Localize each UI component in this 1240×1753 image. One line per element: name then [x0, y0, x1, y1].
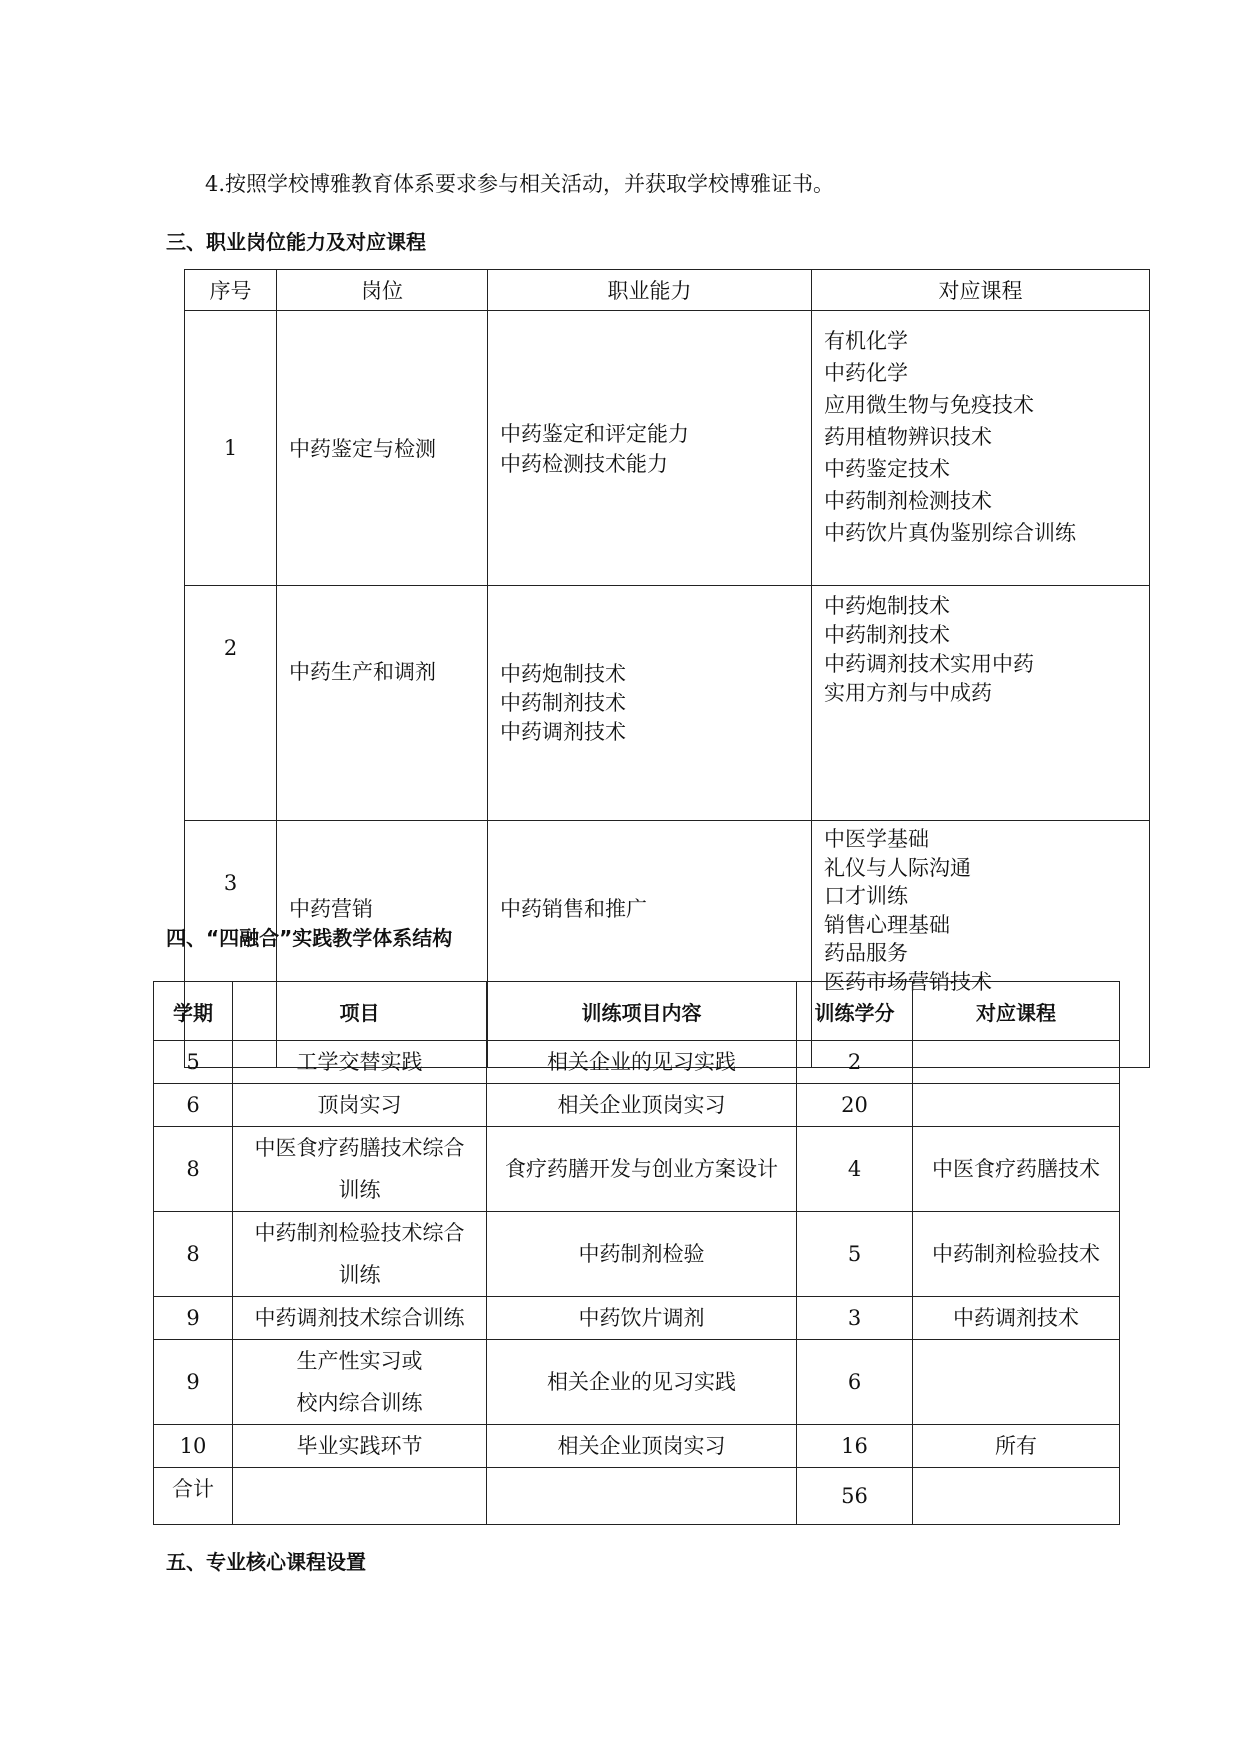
ability-item: 中药制剂技术: [500, 690, 626, 715]
row-abilities: [488, 586, 812, 821]
cell-term: 5: [154, 1041, 233, 1084]
header-no: 序号: [185, 270, 277, 311]
course-item: 礼仪与人际沟通: [824, 855, 971, 880]
total-label: 合计: [154, 1468, 233, 1525]
table-row: [154, 1041, 1120, 1084]
header-ability: 职业能力: [488, 270, 812, 311]
header-position: 岗位: [277, 270, 488, 311]
practice-teaching-table: [153, 981, 1120, 1525]
cell-course: [913, 1041, 1120, 1084]
cell-project: [233, 1127, 487, 1212]
cell-credits: 4: [797, 1127, 913, 1212]
cell-content: 相关企业的见习实践: [487, 1340, 797, 1425]
header-content: 训练项目内容: [487, 982, 797, 1041]
course-item: 应用微生物与免疫技术: [824, 393, 1034, 417]
cell-project: [233, 1212, 487, 1297]
course-item: 口才训练: [824, 884, 908, 908]
table-row: [154, 1297, 1120, 1340]
cell-empty: [487, 1468, 797, 1525]
cell-term: 9: [154, 1297, 233, 1340]
course-item: 中药制剂检测技术: [824, 489, 992, 513]
course-item: 中医学基础: [824, 827, 929, 851]
course-item: 中药鉴定技术: [824, 457, 950, 481]
cell-credits: 5: [797, 1212, 913, 1297]
cell-project: 毕业实践环节: [233, 1425, 487, 1468]
cell-content: 相关企业顶岗实习: [487, 1425, 797, 1468]
table-header-row: [154, 982, 1120, 1041]
cell-term: 10: [154, 1425, 233, 1468]
cell-course: 中药制剂检验技术: [913, 1212, 1120, 1297]
section5-title: 五、专业核心课程设置: [166, 1550, 366, 1574]
table-row: [154, 1212, 1120, 1297]
cell-term: 9: [154, 1340, 233, 1425]
cell-term: 6: [154, 1084, 233, 1127]
section4-title: 四、“四融合”实践教学体系结构: [166, 926, 453, 950]
course-item: 有机化学: [824, 329, 908, 353]
cell-empty: [913, 1468, 1120, 1525]
cell-project: [233, 1340, 487, 1425]
row-no: 3: [185, 821, 277, 1068]
cell-term: 8: [154, 1127, 233, 1212]
header-term: 学期: [154, 982, 233, 1041]
table-row: [154, 1425, 1120, 1468]
row-abilities: [488, 311, 812, 586]
cell-credits: 3: [797, 1297, 913, 1340]
row-no: 1: [185, 311, 277, 586]
ability-item: 中药销售和推广: [500, 897, 647, 921]
cell-content: 中药制剂检验: [487, 1212, 797, 1297]
cell-credits: 20: [797, 1084, 913, 1127]
cell-course: [913, 1340, 1120, 1425]
cell-project: 中药调剂技术综合训练: [233, 1297, 487, 1340]
row-courses: [812, 311, 1150, 586]
cell-course: 所有: [913, 1425, 1120, 1468]
course-item: 药品服务: [824, 941, 908, 965]
course-item: 中药化学: [824, 361, 908, 385]
ability-item: 中药检测技术能力: [500, 452, 668, 476]
row-position: 中药生产和调剂: [277, 586, 488, 821]
course-item: 中药调剂技术实用中药: [824, 652, 1034, 676]
total-row: [154, 1468, 1120, 1525]
cell-term: 8: [154, 1212, 233, 1297]
project-line: 校内综合训练: [296, 1391, 423, 1415]
course-item: 销售心理基础: [824, 912, 950, 937]
table-row: [154, 1340, 1120, 1425]
course-item: 中药饮片真伪鉴别综合训练: [824, 521, 1076, 545]
project-line: 中药制剂检验技术综合: [254, 1221, 465, 1245]
project-line: 训练: [338, 1263, 381, 1287]
cell-content: 相关企业顶岗实习: [487, 1084, 797, 1127]
project-line: 训练: [338, 1178, 381, 1202]
total-credits: 56: [797, 1468, 913, 1525]
ability-item: 中药炮制技术: [500, 661, 626, 686]
table-row: [154, 1127, 1120, 1212]
course-item: 实用方剂与中成药: [824, 681, 992, 705]
header-courses: 对应课程: [812, 270, 1150, 311]
course-item: 中药炮制技术: [824, 594, 950, 618]
row-position: 中药鉴定与检测: [277, 311, 488, 586]
project-line: 生产性实习或: [296, 1349, 423, 1373]
project-line: 中医食疗药膳技术综合: [254, 1136, 465, 1160]
course-item: 药用植物辨识技术: [824, 425, 992, 449]
cell-credits: 16: [797, 1425, 913, 1468]
cell-project: 工学交替实践: [233, 1041, 487, 1084]
cell-credits: 6: [797, 1340, 913, 1425]
header-course: 对应课程: [913, 982, 1120, 1041]
ability-item: 中药调剂技术: [500, 719, 626, 744]
intro-item: 4.按照学校博雅教育体系要求参与相关活动，并获取学校博雅证书。: [205, 172, 835, 196]
cell-content: 相关企业的见习实践: [487, 1041, 797, 1084]
cell-course: 中药调剂技术: [913, 1297, 1120, 1340]
row-no: 2: [185, 586, 277, 821]
table-header-row: [185, 270, 1150, 311]
cell-project: 顶岗实习: [233, 1084, 487, 1127]
cell-content: 食疗药膳开发与创业方案设计: [487, 1127, 797, 1212]
row-courses: [812, 586, 1150, 821]
table-row: [154, 1084, 1120, 1127]
cell-course: 中医食疗药膳技术: [913, 1127, 1120, 1212]
section3-title: 三、职业岗位能力及对应课程: [166, 230, 426, 254]
row-position: 中药营销: [277, 821, 488, 1068]
cell-credits: 2: [797, 1041, 913, 1084]
header-project: 项目: [233, 982, 487, 1041]
cell-empty: [233, 1468, 487, 1525]
cell-content: 中药饮片调剂: [487, 1297, 797, 1340]
ability-item: 中药鉴定和评定能力: [500, 422, 689, 446]
table-row: [185, 311, 1150, 586]
course-item: 医药市场营销技术: [824, 969, 992, 994]
cell-course: [913, 1084, 1120, 1127]
table-row: [185, 586, 1150, 821]
course-item: 中药制剂技术: [824, 623, 950, 647]
header-credits: 训练学分: [797, 982, 913, 1041]
